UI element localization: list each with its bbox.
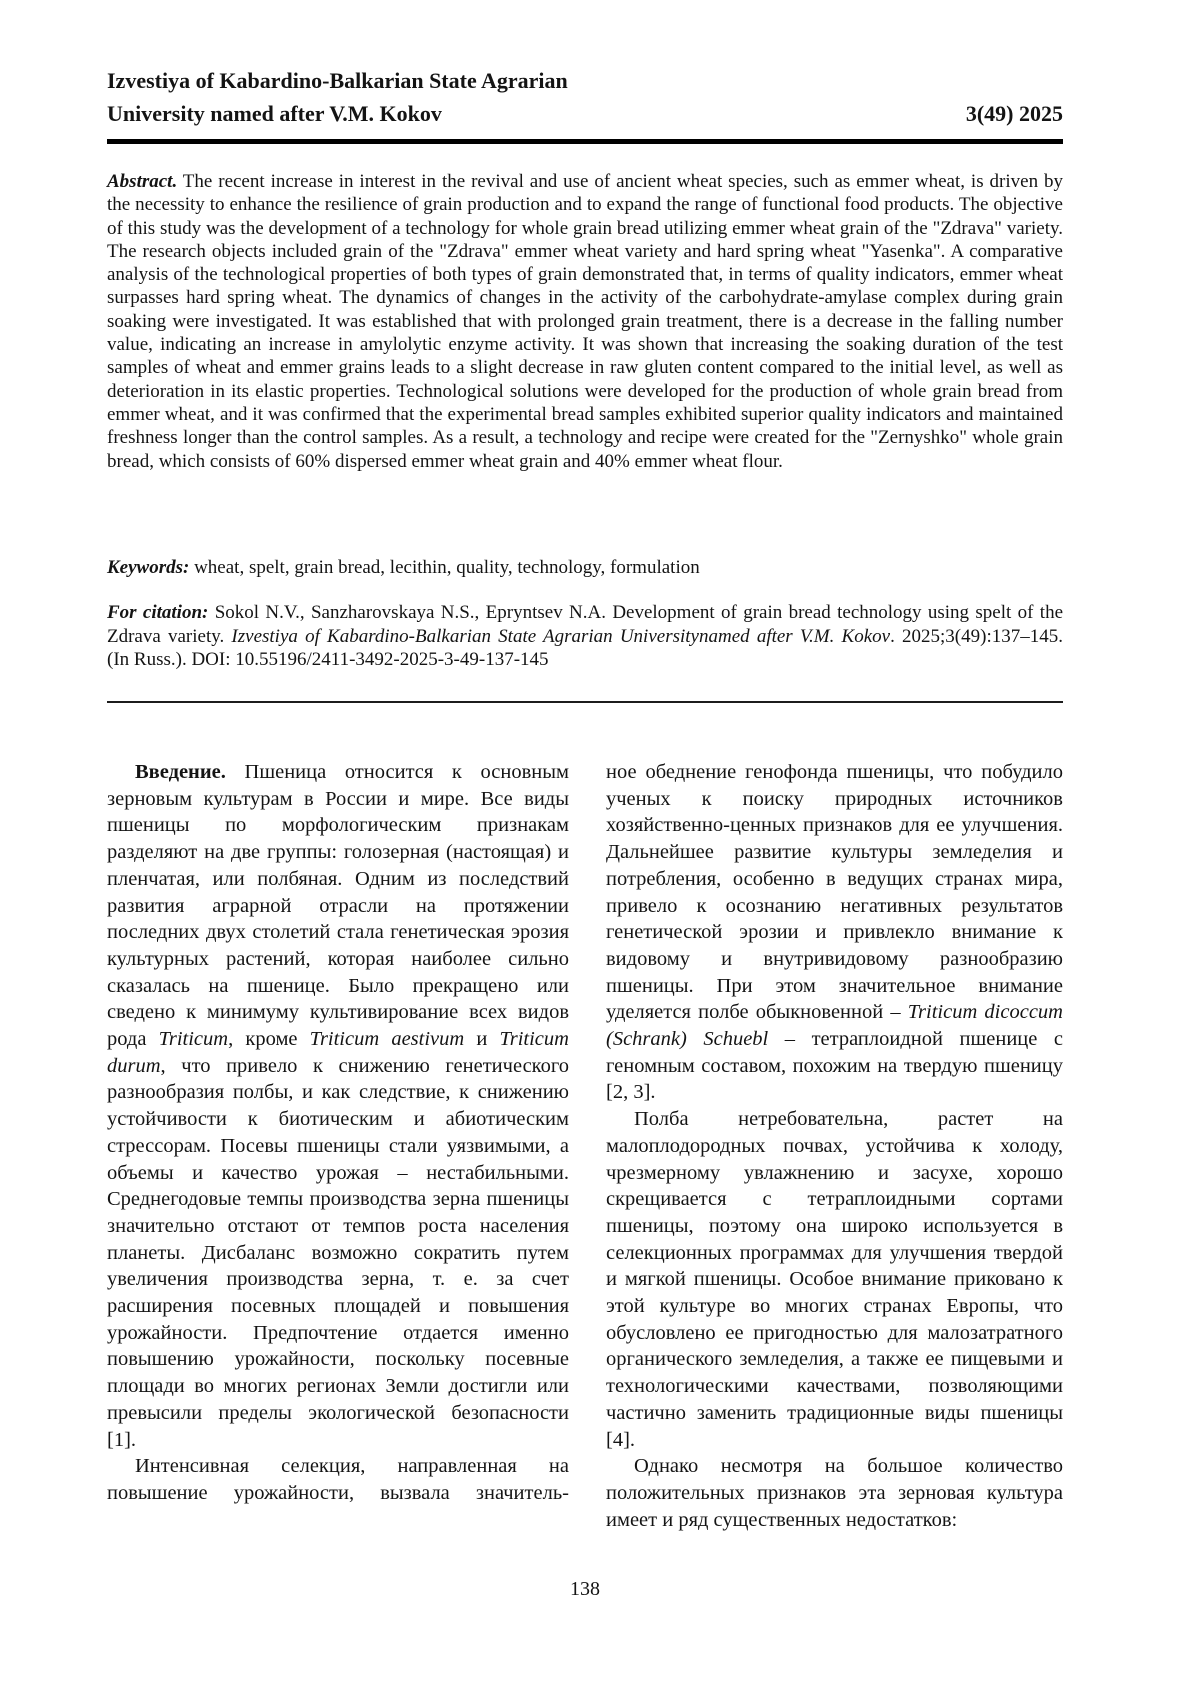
paragraph-text: ное обеднение генофонда пшеницы, что побудило ученых к поиску природных источников хозяйственно-ценных признаков для ее улучшения. Дальнейшее развитие культуры земледелия и потребления, особенно в ведущих странах мира, привело к осознанию негативных результатов генетической эрозии и привлекло внимание к видовому и внутривидовому разнообразию пшеницы. При этом значительное внимание уделяется полбе обыкновенной – [606, 761, 1063, 1024]
paragraph-text: , что привело к снижению генетического разнообразия полбы, и как следствие, к снижению устойчивости к биотическим и абиотическим стрессорам. Посевы пшеницы стали уязвимыми, а объемы и качество урожая – нестабильными. Среднегодовые темпы производства зерна пшеницы значительно отстают от темпов роста населения планеты. Дисбаланс возможно сократить путем увеличения производства зерна, т. е. за счет расширения посевных площадей и повышения урожайности. Предпочтение отдается именно повышению урожайности, поскольку посевные площади во многих регионах Земли достигли или превысили пределы экологической безопасности [1]. [107, 1054, 569, 1451]
keywords-paragraph [107, 556, 1063, 579]
journal-name-line2: University named after V.M. Kokov [107, 101, 442, 126]
citation-journal-name: Izvestiya of Kabardino-Balkarian State Agrarian Universitynamed after V.M. Kokov [231, 625, 891, 647]
citation-paragraph [107, 601, 1063, 672]
paragraph-text: , кроме [228, 1028, 310, 1051]
body-paragraph: Интенсивная селекция, направленная на повышение урожайности, вызвала значитель- [107, 1455, 569, 1504]
page-number: 138 [570, 1578, 600, 1600]
introduction-heading: Введение. [135, 761, 226, 783]
introduction-paragraph [107, 759, 569, 1453]
journal-name-line1: Izvestiya of Kabardino-Balkarian State Agrarian [107, 68, 568, 93]
header-divider [107, 139, 1063, 144]
body-paragraph: Полба нетребовательна, растет на малоплодородных почвах, устойчива к холоду, чрезмерному увлажнению и засухе, хорошо скрещивается с тетраплоидными сортами пшеницы, поэтому она широко используется в селекционных программах для улучшения твердой и мягкой пшеницы. Особое внимание приковано к этой культуре во многих странах Европы, что обусловлено ее пригодностью для малозатратного органического земледелия, а также ее пищевыми и технологическими качествами, позволяющими частично заменить традиционные виды пшеницы [4]. [606, 1108, 1063, 1451]
species-name: Triticum aestivum [309, 1028, 465, 1051]
paragraph-text: и [464, 1028, 500, 1051]
body-column-right [606, 759, 1063, 1533]
body-paragraph: Однако несмотря на большое количество положительных признаков эта зерновая культура имеет и ряд существенных недостатков: [606, 1455, 1063, 1531]
species-name: Triticum dicoccum (Schrank) Schuebl [606, 1001, 1063, 1051]
paragraph-text: – тетраплоидной пшенице с геномным составом, похожим на твердую пшеницу [2, 3]. [606, 1028, 1063, 1104]
paragraph-text: Пшеница относится к основным зерновым культурам в России и мире. Все виды пшеницы по морфологическим признакам разделяют на две группы: голозерная (настоящая) и пленчатая, или полбяная. Одним из последствий развития аграрной отрасли на протяжении последних двух столетий стала генетическая эрозия культурных растений, которая наиболее сильно сказалась на пшенице. Было прекращено или сведено к минимуму культивирование всех видов рода [107, 761, 569, 1051]
body-column-left [107, 759, 569, 1533]
citation-authors-title: Sokol N.V., Sanzharovskaya N.S., Epryntsev N.A. Development of grain bread technology using spelt of the Zdrava variety. [107, 602, 1063, 647]
page-header [107, 64, 1063, 130]
abstract-label: Abstract. [107, 171, 178, 192]
keywords-label: Keywords: [107, 557, 190, 578]
body-columns [107, 759, 1063, 1533]
abstract-text: The recent increase in interest in the revival and use of ancient wheat species, such as emmer wheat, is driven by the necessity to enhance the resilience of grain production and to expand the range of functional food products. The objective of this study was the development of a technology for whole grain bread utilizing emmer wheat grain of the "Zdrava" variety. The research objects included grain of the "Zdrava" emmer wheat variety and hard spring wheat "Yasenka". A comparative analysis of the technological properties of both types of grain demonstrated that, in terms of quality indicators, emmer wheat surpasses hard spring wheat. The dynamics of changes in the activity of the carbohydrate-amylase complex during grain soaking were investigated. It was established that with prolonged grain treatment, there is a decrease in the falling number value, indicating an increase in amylolytic enzyme activity. It was shown that increasing the soaking duration of the test samples of wheat and emmer grains leads to a slight decrease in raw gluten content compared to the initial level, as well as deterioration in its elastic properties. Technological solutions were developed for the production of whole grain bread from emmer wheat, and it was confirmed that the experimental bread samples exhibited superior quality indicators and maintained freshness longer than the control samples. As a result, a technology and recipe were created for the "Zernyshko" whole grain bread, which consists of 60% dispersed emmer wheat grain and 40% emmer wheat flour. [107, 171, 1063, 472]
citation-volume-doi: . 2025;3(49):137–145. (In Russ.). DOI: 10.55196/2411-3492-2025-3-49-137-145 [107, 625, 1063, 670]
issue-number: 3(49) 2025 [965, 101, 1063, 126]
species-name: Triticum [158, 1028, 229, 1051]
page-content [107, 0, 1063, 1697]
species-name: Triticum durum [107, 1028, 569, 1077]
section-divider [107, 701, 1063, 703]
header-second-row [107, 97, 1063, 130]
citation-label: For citation: [107, 602, 209, 623]
keywords-text: wheat, spelt, grain bread, lecithin, quality, technology, formulation [189, 557, 700, 578]
body-paragraph-continuation [606, 759, 1063, 1106]
abstract-paragraph [107, 170, 1063, 473]
